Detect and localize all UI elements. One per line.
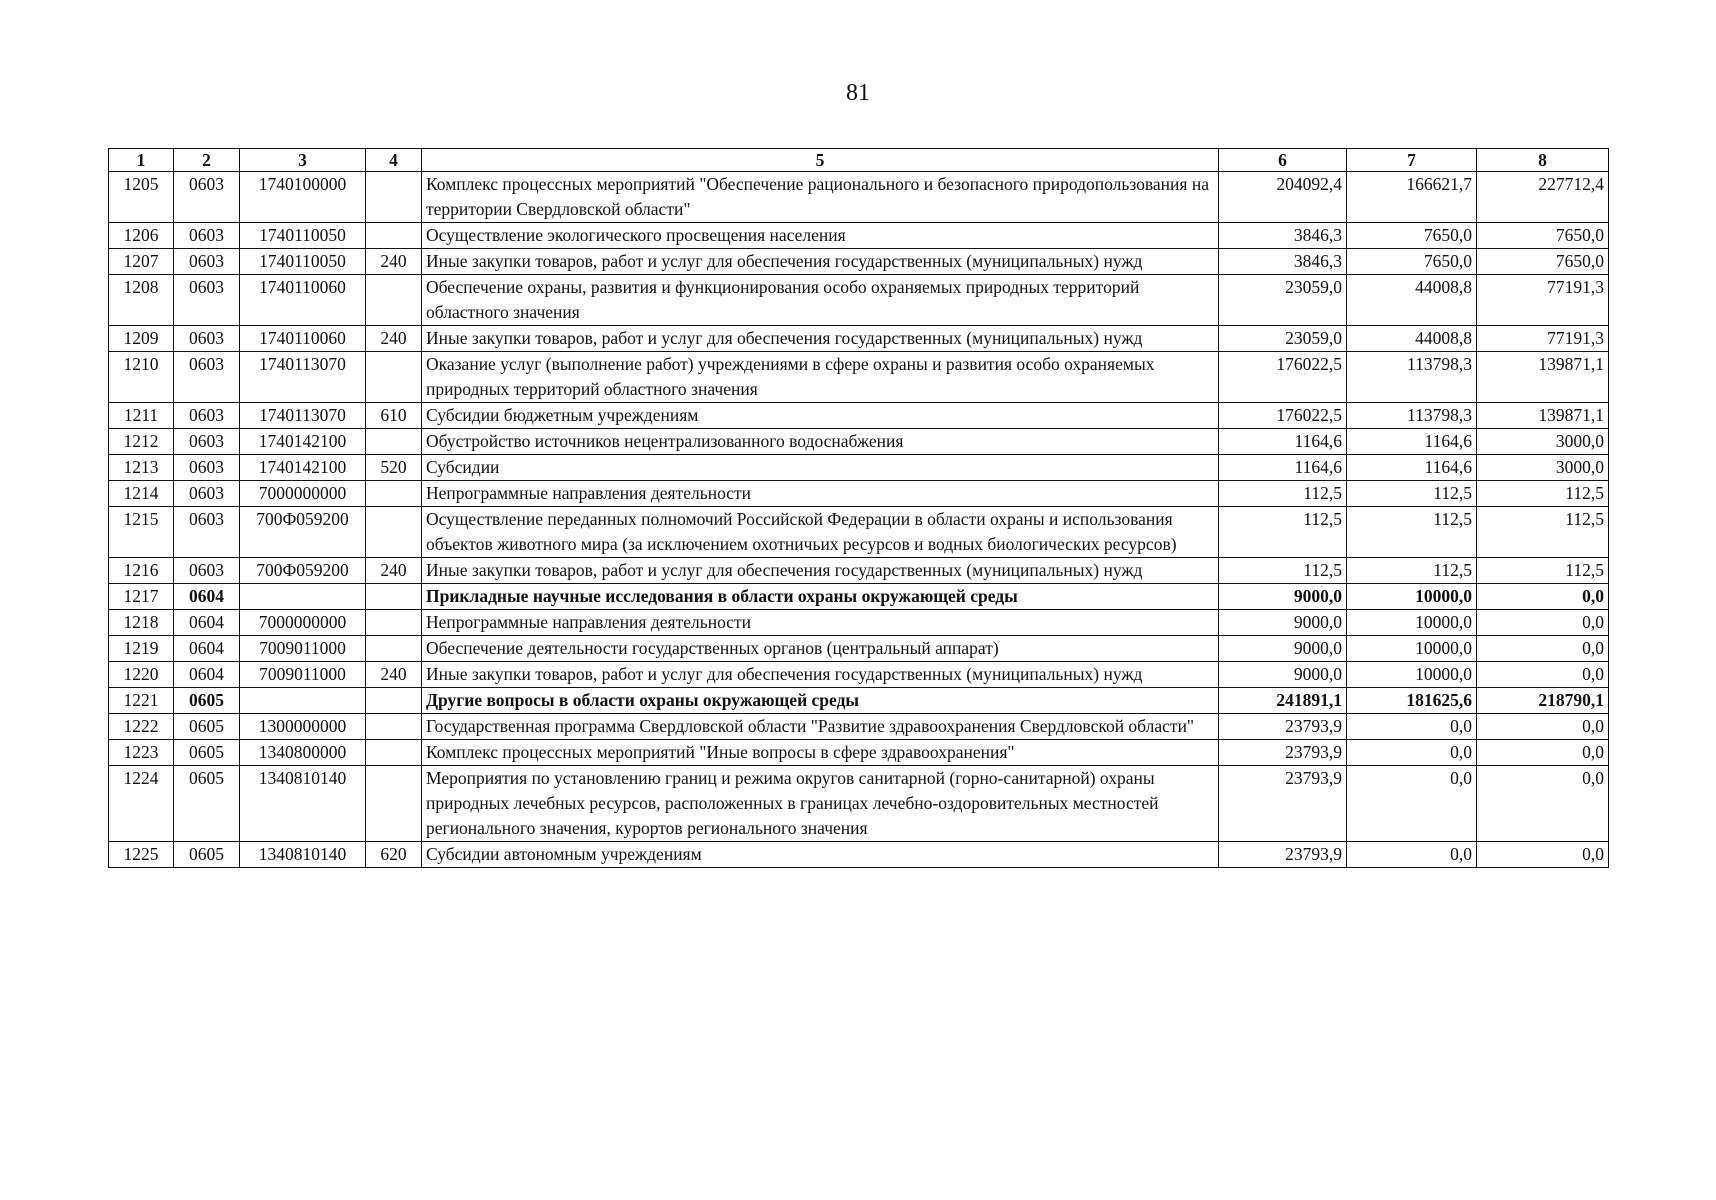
target-code-cell: 700Ф059200: [240, 507, 366, 558]
table-row: [109, 610, 1609, 636]
amount-col7-cell: 166621,7: [1347, 172, 1477, 223]
table-row: [109, 481, 1609, 507]
section-code-cell: 0603: [174, 558, 240, 584]
section-code-cell: 0605: [174, 842, 240, 868]
budget-table: [108, 148, 1609, 868]
amount-col8-cell: 139871,1: [1477, 352, 1609, 403]
amount-col6-cell: 3846,3: [1219, 249, 1347, 275]
table-row: [109, 172, 1609, 223]
section-code-cell: 0605: [174, 714, 240, 740]
table-row: [109, 688, 1609, 714]
expense-type-cell: 620: [366, 842, 422, 868]
table-row: [109, 223, 1609, 249]
expense-type-cell: [366, 636, 422, 662]
amount-col6-cell: 9000,0: [1219, 610, 1347, 636]
table-row: [109, 766, 1609, 842]
amount-col6-cell: 23059,0: [1219, 275, 1347, 326]
description-cell: Иные закупки товаров, работ и услуг для обеспечения государственных (муниципальных) нужд: [422, 326, 1219, 352]
expense-type-cell: 240: [366, 558, 422, 584]
row-number-cell: 1223: [109, 740, 174, 766]
description-cell: Непрограммные направления деятельности: [422, 481, 1219, 507]
amount-col6-cell: 23793,9: [1219, 766, 1347, 842]
amount-col7-cell: 10000,0: [1347, 610, 1477, 636]
expense-type-cell: [366, 352, 422, 403]
column-header: 2: [174, 149, 240, 172]
table-row: [109, 249, 1609, 275]
amount-col6-cell: 23793,9: [1219, 714, 1347, 740]
row-number-cell: 1212: [109, 429, 174, 455]
row-number-cell: 1208: [109, 275, 174, 326]
expense-type-cell: [366, 688, 422, 714]
target-code-cell: 1740113070: [240, 352, 366, 403]
amount-col7-cell: 1164,6: [1347, 429, 1477, 455]
amount-col8-cell: 0,0: [1477, 662, 1609, 688]
target-code-cell: 7000000000: [240, 481, 366, 507]
amount-col7-cell: 113798,3: [1347, 352, 1477, 403]
amount-col6-cell: 1164,6: [1219, 429, 1347, 455]
description-cell: Иные закупки товаров, работ и услуг для обеспечения государственных (муниципальных) нужд: [422, 558, 1219, 584]
table-row: [109, 584, 1609, 610]
description-cell: Непрограммные направления деятельности: [422, 610, 1219, 636]
amount-col8-cell: 0,0: [1477, 714, 1609, 740]
description-cell: Обустройство источников нецентрализованного водоснабжения: [422, 429, 1219, 455]
expense-type-cell: 240: [366, 249, 422, 275]
row-number-cell: 1209: [109, 326, 174, 352]
row-number-cell: 1224: [109, 766, 174, 842]
amount-col6-cell: 9000,0: [1219, 636, 1347, 662]
amount-col8-cell: 112,5: [1477, 507, 1609, 558]
table-row: [109, 455, 1609, 481]
table-row: [109, 403, 1609, 429]
description-cell: Комплекс процессных мероприятий "Иные вопросы в сфере здравоохранения": [422, 740, 1219, 766]
row-number-cell: 1213: [109, 455, 174, 481]
amount-col7-cell: 7650,0: [1347, 249, 1477, 275]
amount-col8-cell: 0,0: [1477, 584, 1609, 610]
table-row: [109, 352, 1609, 403]
section-code-cell: 0605: [174, 688, 240, 714]
target-code-cell: 7009011000: [240, 636, 366, 662]
amount-col8-cell: 0,0: [1477, 636, 1609, 662]
amount-col7-cell: 113798,3: [1347, 403, 1477, 429]
section-code-cell: 0603: [174, 249, 240, 275]
expense-type-cell: [366, 714, 422, 740]
amount-col7-cell: 1164,6: [1347, 455, 1477, 481]
table-row: [109, 636, 1609, 662]
expense-type-cell: 610: [366, 403, 422, 429]
amount-col8-cell: 7650,0: [1477, 223, 1609, 249]
amount-col7-cell: 10000,0: [1347, 662, 1477, 688]
row-number-cell: 1216: [109, 558, 174, 584]
column-header: 8: [1477, 149, 1609, 172]
amount-col8-cell: 218790,1: [1477, 688, 1609, 714]
description-cell: Прикладные научные исследования в области охраны окружающей среды: [422, 584, 1219, 610]
table-row: [109, 714, 1609, 740]
expense-type-cell: 240: [366, 326, 422, 352]
column-header: 5: [422, 149, 1219, 172]
description-cell: Иные закупки товаров, работ и услуг для обеспечения государственных (муниципальных) нужд: [422, 249, 1219, 275]
expense-type-cell: [366, 223, 422, 249]
amount-col8-cell: 3000,0: [1477, 429, 1609, 455]
column-header: 3: [240, 149, 366, 172]
amount-col8-cell: 0,0: [1477, 740, 1609, 766]
amount-col8-cell: 7650,0: [1477, 249, 1609, 275]
description-cell: Иные закупки товаров, работ и услуг для обеспечения государственных (муниципальных) нужд: [422, 662, 1219, 688]
amount-col8-cell: 112,5: [1477, 481, 1609, 507]
row-number-cell: 1215: [109, 507, 174, 558]
expense-type-cell: [366, 507, 422, 558]
table-row: [109, 558, 1609, 584]
description-cell: Другие вопросы в области охраны окружающей среды: [422, 688, 1219, 714]
expense-type-cell: [366, 766, 422, 842]
target-code-cell: 1300000000: [240, 714, 366, 740]
amount-col8-cell: 77191,3: [1477, 326, 1609, 352]
section-code-cell: 0604: [174, 662, 240, 688]
amount-col7-cell: 112,5: [1347, 507, 1477, 558]
amount-col6-cell: 176022,5: [1219, 352, 1347, 403]
section-code-cell: 0603: [174, 275, 240, 326]
description-cell: Осуществление экологического просвещения населения: [422, 223, 1219, 249]
amount-col6-cell: 112,5: [1219, 558, 1347, 584]
expense-type-cell: [366, 275, 422, 326]
section-code-cell: 0603: [174, 223, 240, 249]
description-cell: Мероприятия по установлению границ и режима округов санитарной (горно-санитарной) охраны природных лечебных ресурсов, расположенных в границах лечебно-оздоровительных местностей регионального значения, курортов регионального значения: [422, 766, 1219, 842]
target-code-cell: 1740100000: [240, 172, 366, 223]
section-code-cell: 0604: [174, 636, 240, 662]
expense-type-cell: [366, 740, 422, 766]
expense-type-cell: [366, 429, 422, 455]
section-code-cell: 0603: [174, 172, 240, 223]
expense-type-cell: 520: [366, 455, 422, 481]
target-code-cell: [240, 688, 366, 714]
target-code-cell: 1340810140: [240, 766, 366, 842]
section-code-cell: 0603: [174, 481, 240, 507]
table-row: [109, 662, 1609, 688]
amount-col7-cell: 44008,8: [1347, 275, 1477, 326]
row-number-cell: 1217: [109, 584, 174, 610]
amount-col7-cell: 10000,0: [1347, 636, 1477, 662]
section-code-cell: 0603: [174, 326, 240, 352]
expense-type-cell: [366, 584, 422, 610]
amount-col6-cell: 3846,3: [1219, 223, 1347, 249]
row-number-cell: 1225: [109, 842, 174, 868]
description-cell: Субсидии: [422, 455, 1219, 481]
amount-col7-cell: 0,0: [1347, 740, 1477, 766]
target-code-cell: 1740110060: [240, 326, 366, 352]
expense-type-cell: [366, 610, 422, 636]
amount-col8-cell: 139871,1: [1477, 403, 1609, 429]
description-cell: Оказание услуг (выполнение работ) учреждениями в сфере охраны и развития особо охраняемых природных территорий областного значения: [422, 352, 1219, 403]
amount-col6-cell: 204092,4: [1219, 172, 1347, 223]
target-code-cell: 1740110050: [240, 223, 366, 249]
row-number-cell: 1220: [109, 662, 174, 688]
amount-col8-cell: 0,0: [1477, 766, 1609, 842]
row-number-cell: 1218: [109, 610, 174, 636]
description-cell: Обеспечение деятельности государственных органов (центральный аппарат): [422, 636, 1219, 662]
section-code-cell: 0605: [174, 766, 240, 842]
amount-col8-cell: 3000,0: [1477, 455, 1609, 481]
amount-col6-cell: 176022,5: [1219, 403, 1347, 429]
column-header: 1: [109, 149, 174, 172]
description-cell: Субсидии автономным учреждениям: [422, 842, 1219, 868]
amount-col6-cell: 241891,1: [1219, 688, 1347, 714]
target-code-cell: [240, 584, 366, 610]
table-row: [109, 429, 1609, 455]
row-number-cell: 1210: [109, 352, 174, 403]
section-code-cell: 0603: [174, 403, 240, 429]
amount-col7-cell: 0,0: [1347, 766, 1477, 842]
row-number-cell: 1211: [109, 403, 174, 429]
target-code-cell: 7009011000: [240, 662, 366, 688]
row-number-cell: 1207: [109, 249, 174, 275]
amount-col6-cell: 23793,9: [1219, 842, 1347, 868]
row-number-cell: 1214: [109, 481, 174, 507]
amount-col7-cell: 112,5: [1347, 481, 1477, 507]
table-row: [109, 326, 1609, 352]
target-code-cell: 1740113070: [240, 403, 366, 429]
amount-col6-cell: 23059,0: [1219, 326, 1347, 352]
description-cell: Обеспечение охраны, развития и функционирования особо охраняемых природных территорий областного значения: [422, 275, 1219, 326]
target-code-cell: 1740110060: [240, 275, 366, 326]
amount-col6-cell: 1164,6: [1219, 455, 1347, 481]
amount-col7-cell: 181625,6: [1347, 688, 1477, 714]
section-code-cell: 0603: [174, 352, 240, 403]
amount-col7-cell: 112,5: [1347, 558, 1477, 584]
target-code-cell: 700Ф059200: [240, 558, 366, 584]
description-cell: Субсидии бюджетным учреждениям: [422, 403, 1219, 429]
target-code-cell: 1740142100: [240, 455, 366, 481]
section-code-cell: 0605: [174, 740, 240, 766]
amount-col7-cell: 44008,8: [1347, 326, 1477, 352]
page-number: 81: [846, 80, 870, 106]
description-cell: Государственная программа Свердловской области "Развитие здравоохранения Свердловской области": [422, 714, 1219, 740]
amount-col8-cell: 227712,4: [1477, 172, 1609, 223]
amount-col8-cell: 112,5: [1477, 558, 1609, 584]
amount-col7-cell: 7650,0: [1347, 223, 1477, 249]
amount-col8-cell: 0,0: [1477, 610, 1609, 636]
table-row: [109, 507, 1609, 558]
amount-col6-cell: 9000,0: [1219, 662, 1347, 688]
section-code-cell: 0604: [174, 610, 240, 636]
row-number-cell: 1221: [109, 688, 174, 714]
section-code-cell: 0603: [174, 429, 240, 455]
target-code-cell: 1740110050: [240, 249, 366, 275]
amount-col6-cell: 23793,9: [1219, 740, 1347, 766]
table-row: [109, 842, 1609, 868]
section-code-cell: 0603: [174, 507, 240, 558]
section-code-cell: 0604: [174, 584, 240, 610]
expense-type-cell: [366, 481, 422, 507]
row-number-cell: 1222: [109, 714, 174, 740]
column-header: 6: [1219, 149, 1347, 172]
amount-col6-cell: 112,5: [1219, 481, 1347, 507]
table-row: [109, 275, 1609, 326]
amount-col6-cell: 112,5: [1219, 507, 1347, 558]
section-code-cell: 0603: [174, 455, 240, 481]
amount-col7-cell: 0,0: [1347, 714, 1477, 740]
amount-col8-cell: 77191,3: [1477, 275, 1609, 326]
expense-type-cell: 240: [366, 662, 422, 688]
target-code-cell: 1340810140: [240, 842, 366, 868]
header-row: [109, 149, 1609, 172]
description-cell: Осуществление переданных полномочий Российской Федерации в области охраны и использования объектов животного мира (за исключением охотничьих ресурсов и водных биологических ресурсов): [422, 507, 1219, 558]
description-cell: Комплекс процессных мероприятий "Обеспечение рационального и безопасного природопользования на территории Свердловской области": [422, 172, 1219, 223]
row-number-cell: 1205: [109, 172, 174, 223]
table-row: [109, 740, 1609, 766]
target-code-cell: 1340800000: [240, 740, 366, 766]
expense-type-cell: [366, 172, 422, 223]
amount-col6-cell: 9000,0: [1219, 584, 1347, 610]
column-header: 4: [366, 149, 422, 172]
row-number-cell: 1206: [109, 223, 174, 249]
amount-col8-cell: 0,0: [1477, 842, 1609, 868]
amount-col7-cell: 10000,0: [1347, 584, 1477, 610]
column-header: 7: [1347, 149, 1477, 172]
amount-col7-cell: 0,0: [1347, 842, 1477, 868]
target-code-cell: 1740142100: [240, 429, 366, 455]
row-number-cell: 1219: [109, 636, 174, 662]
target-code-cell: 7000000000: [240, 610, 366, 636]
